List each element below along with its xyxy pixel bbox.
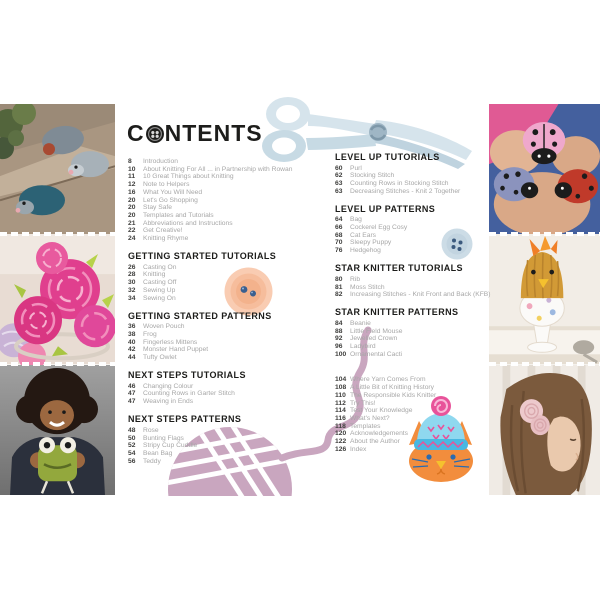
- section-list: [128, 383, 343, 406]
- toc-entry: [335, 335, 487, 343]
- entry-title: Purl: [350, 164, 362, 172]
- toc-entry: [335, 247, 487, 255]
- toc-entry: [128, 212, 343, 220]
- entry-title: Index: [350, 445, 367, 453]
- entry-title: Ladybird: [350, 343, 376, 351]
- page-number: 88: [335, 327, 343, 335]
- toc-entry: [128, 271, 343, 279]
- section-heading: STAR KNITTER TUTORIALS: [335, 263, 463, 274]
- knitted-roses-image: [0, 234, 115, 364]
- page-number: 92: [335, 335, 343, 343]
- toc-entry: [335, 384, 487, 392]
- toc-entry: [335, 232, 487, 240]
- toc-entry: [128, 189, 343, 197]
- photo-knitted-mice: [0, 104, 115, 234]
- photo-girl-hair-clips: [489, 365, 600, 495]
- page-number: 52: [128, 442, 136, 450]
- toc-entry: [335, 291, 491, 299]
- toc-entry: [128, 158, 343, 166]
- entry-title: Rib: [350, 275, 361, 283]
- toc-entry: [335, 446, 487, 454]
- section-list: [335, 165, 487, 196]
- page-number: 38: [128, 330, 136, 338]
- page-number: 104: [335, 376, 347, 384]
- page-number: 80: [335, 275, 343, 283]
- entry-title: Knitting: [143, 271, 166, 279]
- entry-title: Jewelled Crown: [350, 335, 398, 343]
- entry-title: Test Your Knowledge: [350, 407, 413, 415]
- page-number: 70: [335, 239, 343, 247]
- entry-title: Templates: [350, 422, 381, 430]
- toc-entry: [128, 435, 343, 443]
- page-number: 50: [128, 434, 136, 442]
- entry-title: The Responsible Kids Knitter: [350, 391, 437, 399]
- toc-entry: [128, 442, 343, 450]
- page-number: 8: [128, 158, 132, 165]
- toc-entry: [128, 390, 343, 398]
- entry-title: Counting Rows in Stocking Stitch: [350, 179, 449, 187]
- toc-column-left: [128, 158, 343, 465]
- toc-entry: [335, 224, 487, 232]
- page-number: 76: [335, 247, 343, 255]
- title-prefix: C: [127, 120, 145, 146]
- toc-entry: [128, 279, 343, 287]
- entry-title: Beanie: [350, 319, 371, 327]
- toc-entry: [335, 165, 487, 173]
- page-number: 62: [335, 172, 343, 180]
- entry-title: Knitting Rhyme: [143, 235, 189, 243]
- entry-title: Weaving in Ends: [143, 398, 194, 406]
- page-number: 54: [128, 449, 136, 457]
- entry-title: Moss Stitch: [350, 283, 385, 291]
- photo-strip-left: [0, 104, 115, 495]
- photo-child-with-frog: [0, 365, 115, 495]
- dashed-divider: [489, 362, 600, 366]
- toc-entry: [335, 328, 487, 336]
- page-number: 44: [128, 354, 136, 362]
- entry-title: Rose: [143, 426, 159, 434]
- entry-title: Casting Off: [143, 279, 177, 287]
- entry-title: Get Creative!: [143, 227, 183, 235]
- section-list: [335, 275, 491, 299]
- entry-title: Changing Colour: [143, 382, 194, 390]
- toc-entry: [335, 172, 487, 180]
- ladybirds-image: [489, 104, 600, 234]
- toc-entry: [335, 216, 487, 224]
- toc-entry: [335, 438, 487, 446]
- toc-entry: [335, 423, 487, 431]
- toc-entry: [128, 346, 343, 354]
- toc-entry: [128, 204, 343, 212]
- entry-title: Ornamental Cacti: [350, 350, 403, 358]
- toc-entry: [335, 415, 487, 423]
- entry-title: 10 Great Things about Knitting: [143, 173, 234, 181]
- toc-entry: [335, 430, 487, 438]
- toc-entry: [128, 323, 343, 331]
- page-number: 110: [335, 391, 346, 399]
- toc-entry: [128, 295, 343, 303]
- knitted-mice-image: [0, 104, 115, 234]
- page-number: 34: [128, 294, 136, 302]
- page-number: 20: [128, 196, 136, 204]
- page-number: 30: [128, 279, 136, 287]
- toc-entry: [128, 197, 343, 205]
- dashed-divider: [0, 232, 115, 236]
- page-number: 64: [335, 216, 343, 224]
- toc-column-right: [335, 152, 491, 453]
- entry-title: Hedgehog: [350, 247, 381, 255]
- section-list: [128, 323, 343, 362]
- toc-entry: [128, 181, 343, 189]
- section-list: [335, 216, 487, 255]
- egg-cosy-image: [489, 234, 600, 364]
- page-number: 36: [128, 323, 136, 331]
- section-list: [335, 320, 487, 359]
- section-list: [128, 427, 343, 466]
- toc-entry: [128, 458, 343, 466]
- section-list: [128, 158, 343, 243]
- child-with-frog-image: [0, 365, 115, 495]
- dashed-divider: [489, 232, 600, 236]
- photo-egg-cosy: [489, 234, 600, 364]
- page-number: 47: [128, 398, 136, 406]
- page-number: 10: [128, 165, 136, 173]
- page-number: 20: [128, 211, 136, 219]
- entry-title: Introduction: [143, 158, 178, 165]
- page-number: 28: [128, 271, 136, 279]
- page-number: 116: [335, 414, 346, 422]
- page-number: 122: [335, 438, 347, 446]
- entry-title: Fingerless Mittens: [143, 338, 198, 346]
- page-number: 12: [128, 181, 136, 189]
- section-heading: LEVEL UP PATTERNS: [335, 203, 436, 214]
- toc-entry: [128, 427, 343, 435]
- photo-knitted-ladybirds: [489, 104, 600, 234]
- toc-entry: [335, 400, 487, 408]
- entry-title: Sleepy Puppy: [350, 239, 392, 247]
- page-number: 81: [335, 283, 343, 291]
- page-number: 66: [335, 224, 343, 232]
- page-number: 108: [335, 384, 347, 392]
- entry-title: Counting Rows in Garter Stitch: [143, 390, 235, 398]
- page-number: 68: [335, 231, 343, 239]
- girl-hair-clips-image: [489, 365, 600, 495]
- entry-title: Monster Hand Puppet: [143, 346, 209, 354]
- entry-title: Where Yarn Comes From: [350, 376, 426, 384]
- page-number: 40: [128, 338, 136, 346]
- entry-title: Decreasing Stitches - Knit 2 Together: [350, 187, 461, 195]
- toc-entry: [335, 188, 487, 196]
- dashed-divider: [0, 362, 115, 366]
- entry-title: What You Will Need: [143, 188, 203, 196]
- toc-entry: [128, 450, 343, 458]
- page-number: 112: [335, 399, 346, 407]
- page-number: 96: [335, 343, 343, 351]
- section-heading: NEXT STEPS TUTORIALS: [128, 370, 246, 381]
- toc-entry: [335, 407, 487, 415]
- photo-strip-right: [489, 104, 600, 495]
- page-number: 16: [128, 188, 136, 196]
- entry-title: Bean Bag: [143, 449, 173, 457]
- photo-knitted-roses: [0, 234, 115, 364]
- entry-title: What's Next?: [350, 414, 390, 422]
- page-number: 21: [128, 219, 136, 227]
- entry-title: Cat Ears: [350, 231, 377, 239]
- section-list: [128, 264, 343, 303]
- toc-entry: [335, 239, 487, 247]
- page-number: 63: [335, 179, 343, 187]
- toc-entry: [128, 354, 343, 362]
- section-list: [335, 376, 487, 453]
- toc-entry: [128, 166, 343, 174]
- toc-entry: [335, 276, 487, 284]
- page-number: 42: [128, 346, 136, 354]
- toc-entry: [335, 284, 487, 292]
- page-number: 114: [335, 407, 346, 415]
- page-number: 20: [128, 204, 136, 212]
- toc-entry: [128, 339, 343, 347]
- page-number: 60: [335, 164, 343, 172]
- toc-entry: [128, 264, 343, 272]
- entry-title: Stocking Stitch: [350, 172, 395, 180]
- toc-entry: [335, 376, 487, 384]
- entry-title: Bag: [350, 216, 362, 224]
- toc-entry: [335, 180, 487, 188]
- toc-entry: [335, 343, 487, 351]
- page-title: [127, 120, 263, 147]
- entry-title: Sewing On: [143, 294, 176, 302]
- toc-entry: [128, 331, 343, 339]
- page-number: 26: [128, 263, 136, 271]
- title-suffix: NTENTS: [164, 120, 263, 146]
- entry-title: Cockerel Egg Cosy: [350, 224, 408, 232]
- entry-title: Try This!: [350, 399, 376, 407]
- page-number: 46: [128, 382, 136, 390]
- page-number: 48: [128, 426, 136, 434]
- section-heading: GETTING STARTED TUTORIALS: [128, 251, 277, 262]
- toc-entry: [335, 320, 487, 328]
- page-number: 82: [335, 291, 343, 299]
- entry-title: Bunting Flags: [143, 434, 184, 442]
- section-heading: GETTING STARTED PATTERNS: [128, 310, 272, 321]
- page-number: 22: [128, 227, 136, 235]
- toc-entry: [335, 392, 487, 400]
- entry-title: Woven Pouch: [143, 323, 185, 331]
- entry-title: Frog: [143, 330, 157, 338]
- entry-title: Acknowledgements: [350, 430, 408, 438]
- page-number: 126: [335, 445, 347, 453]
- entry-title: Let's Go Shopping: [143, 196, 198, 204]
- entry-title: Templates and Tutorials: [143, 211, 214, 219]
- toc-entry: [128, 173, 343, 181]
- entry-title: About Knitting For All ... in Partnership with Rowan: [143, 165, 293, 173]
- entry-title: Note to Helpers: [143, 181, 190, 189]
- entry-title: Abbreviations and Instructions: [143, 219, 233, 227]
- entry-title: Sewing Up: [143, 286, 176, 294]
- section-heading: NEXT STEPS PATTERNS: [128, 414, 242, 425]
- entry-title: Little Field Mouse: [350, 327, 403, 335]
- toc-entry: [335, 351, 487, 359]
- entry-title: Increasing Stitches - Knit Front and Back (KFB): [350, 291, 491, 299]
- section-heading: STAR KNITTER PATTERNS: [335, 307, 459, 318]
- page-number: 120: [335, 430, 347, 438]
- page-number: 11: [128, 173, 136, 181]
- entry-title: Stripy Cup Cuddle: [143, 442, 198, 450]
- section-heading: LEVEL UP TUTORIALS: [335, 152, 440, 162]
- toc-entry: [128, 227, 343, 235]
- page-number: 118: [335, 422, 346, 430]
- entry-title: Casting On: [143, 263, 177, 271]
- entry-title: Teddy: [143, 457, 161, 465]
- button-as-letter-o-icon: [146, 125, 164, 143]
- entry-title: A Little Bit of Knitting History: [350, 384, 435, 392]
- toc-entry: [128, 287, 343, 295]
- page-number: 24: [128, 235, 136, 243]
- toc-entry: [128, 383, 343, 391]
- entry-title: Stay Safe: [143, 204, 172, 212]
- entry-title: Tufty Owlet: [143, 354, 177, 362]
- page-number: 56: [128, 457, 136, 465]
- page-number: 63: [335, 187, 343, 195]
- entry-title: About the Author: [350, 438, 400, 446]
- page-number: 100: [335, 350, 347, 358]
- page-number: 84: [335, 319, 343, 327]
- toc-entry: [128, 220, 343, 228]
- page-number: 32: [128, 286, 136, 294]
- toc-entry: [128, 398, 343, 406]
- toc-entry: [128, 235, 343, 243]
- page-number: 47: [128, 390, 136, 398]
